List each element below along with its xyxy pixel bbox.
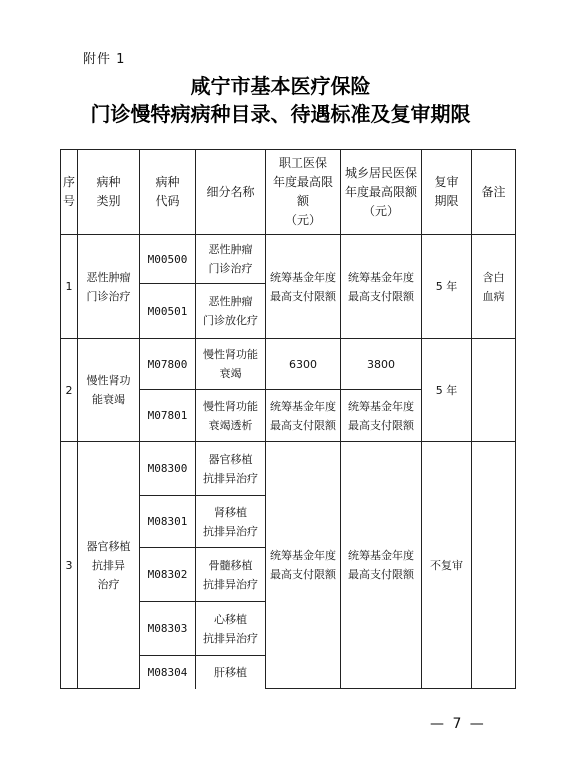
cell-seq: 3 — [61, 442, 78, 689]
cell-category: 器官移植 抗排异 治疗 — [78, 442, 140, 689]
cell-subname: 恶性肿瘤 门诊放化疗 — [196, 284, 266, 339]
header-category: 病种 类别 — [78, 150, 140, 235]
cell-resident-limit: 统筹基金年度 最高支付限额 — [341, 442, 422, 689]
cell-resident-limit: 统筹基金年度 最高支付限额 — [341, 235, 422, 339]
cell-note — [472, 442, 516, 689]
header-resident-limit: 城乡居民医保 年度最高限额 （元） — [341, 150, 422, 235]
cell-subname: 骨髓移植 抗排异治疗 — [196, 548, 266, 602]
cell-employee-limit: 统筹基金年度 最高支付限额 — [266, 442, 341, 689]
table-header-row — [61, 150, 516, 235]
table-row — [61, 235, 516, 284]
disease-catalog-table — [60, 149, 516, 689]
header-subname: 细分名称 — [196, 150, 266, 235]
cell-review-period: 5 年 — [422, 235, 472, 339]
cell-employee-limit: 统筹基金年度 最高支付限额 — [266, 390, 341, 442]
document-title-line1: 咸宁市基本医疗保险 — [190, 74, 371, 98]
cell-seq: 2 — [61, 339, 78, 442]
cell-subname: 器官移植 抗排异治疗 — [196, 442, 266, 496]
cell-employee-limit: 统筹基金年度 最高支付限额 — [266, 235, 341, 339]
cell-code: M00501 — [140, 284, 196, 339]
cell-code: M08302 — [140, 548, 196, 602]
cell-category: 恶性肿瘤 门诊治疗 — [78, 235, 140, 339]
header-employee-limit: 职工医保 年度最高限额 （元） — [266, 150, 341, 235]
cell-review-period: 5 年 — [422, 339, 472, 442]
cell-note: 含白 血病 — [472, 235, 516, 339]
cell-code: M00500 — [140, 235, 196, 284]
cell-category: 慢性肾功 能衰竭 — [78, 339, 140, 442]
table-row — [61, 339, 516, 390]
cell-code: M08301 — [140, 496, 196, 548]
cell-code: M08303 — [140, 602, 196, 656]
cell-subname: 肝移植 — [196, 656, 266, 689]
cell-resident-limit: 统筹基金年度 最高支付限额 — [341, 390, 422, 442]
header-review-period: 复审 期限 — [422, 150, 472, 235]
cell-subname: 慢性肾功能 衰竭 — [196, 339, 266, 390]
cell-code: M07800 — [140, 339, 196, 390]
header-code: 病种 代码 — [140, 150, 196, 235]
page-number: — 7 — — [430, 716, 486, 732]
cell-resident-limit: 3800 — [341, 339, 422, 390]
table-row — [61, 442, 516, 496]
header-seq: 序 号 — [61, 150, 78, 235]
cell-subname: 慢性肾功能 衰竭透析 — [196, 390, 266, 442]
cell-code: M08304 — [140, 656, 196, 689]
header-note: 备注 — [472, 150, 516, 235]
annex-label: 附件 1 — [83, 52, 126, 67]
cell-subname: 恶性肿瘤 门诊治疗 — [196, 235, 266, 284]
cell-code: M08300 — [140, 442, 196, 496]
cell-note — [472, 339, 516, 442]
cell-subname: 心移植 抗排异治疗 — [196, 602, 266, 656]
cell-employee-limit: 6300 — [266, 339, 341, 390]
cell-subname: 肾移植 抗排异治疗 — [196, 496, 266, 548]
document-title-line2: 门诊慢特病病种目录、待遇标准及复审期限 — [90, 102, 471, 126]
cell-review-period: 不复审 — [422, 442, 472, 689]
cell-seq: 1 — [61, 235, 78, 339]
cell-code: M07801 — [140, 390, 196, 442]
